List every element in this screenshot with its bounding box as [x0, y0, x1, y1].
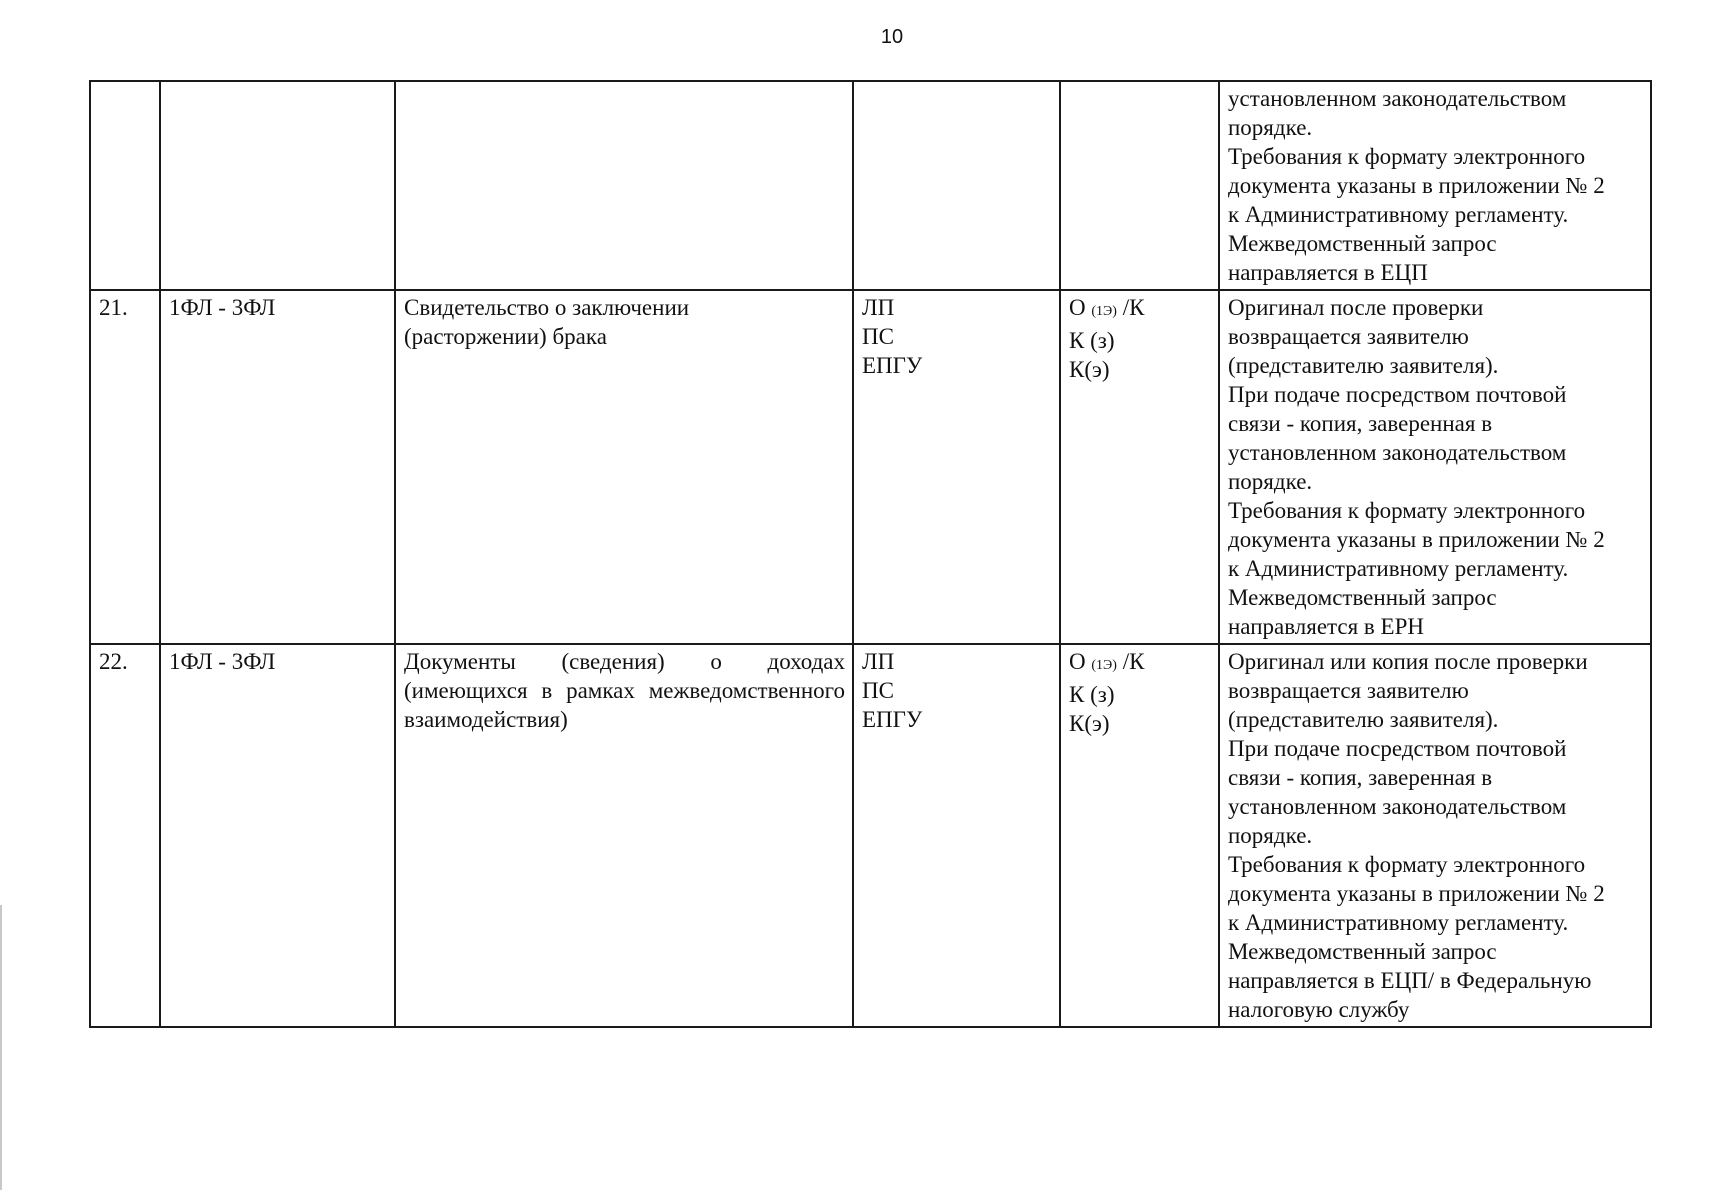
document-form: К(э): [1069, 711, 1110, 736]
document-name-cell: [395, 290, 853, 644]
notes-line: документа указаны в приложении № 2: [1228, 881, 1605, 906]
form-subscript: (1Э): [1091, 658, 1117, 673]
notes-line: документа указаны в приложении № 2: [1228, 527, 1605, 552]
document-form: К(э): [1069, 357, 1110, 382]
notes-line: установленном законодательством: [1228, 86, 1567, 111]
form-main: О: [1069, 295, 1092, 320]
notes-line: к Административному регламенту.: [1228, 556, 1569, 581]
notes-line: При подаче посредством почтовой: [1228, 736, 1567, 761]
applicant-category-cell: [160, 81, 395, 290]
form-subscript: (1Э): [1091, 304, 1117, 319]
document-name-cell: [395, 81, 853, 290]
notes-line: (представителю заявителя).: [1228, 353, 1499, 378]
submission-method: ЕПГУ: [862, 707, 923, 732]
table-row: [90, 290, 1651, 644]
notes-line: к Административному регламенту.: [1228, 910, 1569, 935]
table-row: [90, 81, 1651, 290]
page-number: 10: [880, 26, 904, 48]
submission-method: ЛП: [862, 649, 895, 674]
notes-line: к Административному регламенту.: [1228, 202, 1569, 227]
document-form-cell: [1060, 290, 1219, 644]
notes-line: установленном законодательством: [1228, 440, 1567, 465]
notes-cell: [1219, 81, 1651, 290]
submission-method: ПС: [862, 324, 894, 349]
scan-edge-line: [0, 905, 2, 1190]
notes-line: связи - копия, заверенная в: [1228, 765, 1493, 790]
document-form-cell: [1060, 81, 1219, 290]
row-number-cell: 21.: [90, 290, 160, 644]
applicant-category-cell: 1ФЛ - 3ФЛ: [160, 290, 395, 644]
document-form: К (з): [1069, 328, 1115, 353]
row-number-cell: 22.: [90, 644, 160, 1027]
notes-line: порядке.: [1228, 823, 1313, 848]
document-name-line: (расторжении) брака: [404, 324, 607, 349]
document-form: [1069, 293, 1211, 326]
notes-line: возвращается заявителю: [1228, 678, 1469, 703]
form-tail: /К: [1116, 295, 1145, 320]
notes-line: Требования к формату электронного: [1228, 498, 1586, 523]
notes-line: При подаче посредством почтовой: [1228, 382, 1567, 407]
notes-line: направляется в ЕЦП: [1228, 260, 1428, 285]
notes-line: Оригинал после проверки: [1228, 295, 1484, 320]
notes-line: Требования к формату электронного: [1228, 852, 1586, 877]
notes-line: направляется в ЕРН: [1228, 614, 1424, 639]
submission-method: ПС: [862, 678, 894, 703]
documents-table: [89, 80, 1652, 1028]
notes-line: порядке.: [1228, 115, 1313, 140]
row-number-cell: [90, 81, 160, 290]
notes-cell: [1219, 290, 1651, 644]
submission-method: ЕПГУ: [862, 353, 923, 378]
notes-line: Межведомственный запрос: [1228, 939, 1497, 964]
document-form: К (з): [1069, 682, 1115, 707]
notes-line: (представителю заявителя).: [1228, 707, 1499, 732]
notes-line: возвращается заявителю: [1228, 324, 1469, 349]
notes-line: Оригинал или копия после проверки: [1228, 649, 1588, 674]
notes-line: Требования к формату электронного: [1228, 144, 1586, 169]
notes-line: установленном законодательством: [1228, 794, 1567, 819]
notes-line: порядке.: [1228, 469, 1313, 494]
form-tail: /К: [1116, 649, 1145, 674]
document-name-cell: Документы (сведения) о доходах (имеющихся в рамках межведомственного взаимодействия): [395, 644, 853, 1027]
notes-line: Межведомственный запрос: [1228, 585, 1497, 610]
document-form: [1069, 647, 1211, 680]
submission-method: ЛП: [862, 295, 895, 320]
notes-line: налоговую службу: [1228, 997, 1410, 1022]
notes-line: направляется в ЕЦП/ в Федеральную: [1228, 968, 1592, 993]
notes-cell: [1219, 644, 1651, 1027]
document-name-line: Свидетельство о заключении: [404, 295, 690, 320]
notes-line: Межведомственный запрос: [1228, 231, 1497, 256]
submission-method-cell: [853, 644, 1060, 1027]
submission-method-cell: [853, 81, 1060, 290]
submission-method-cell: [853, 290, 1060, 644]
notes-line: документа указаны в приложении № 2: [1228, 173, 1605, 198]
applicant-category-cell: 1ФЛ - 3ФЛ: [160, 644, 395, 1027]
table-row: [90, 644, 1651, 1027]
document-form-cell: [1060, 644, 1219, 1027]
notes-line: связи - копия, заверенная в: [1228, 411, 1493, 436]
form-main: О: [1069, 649, 1092, 674]
